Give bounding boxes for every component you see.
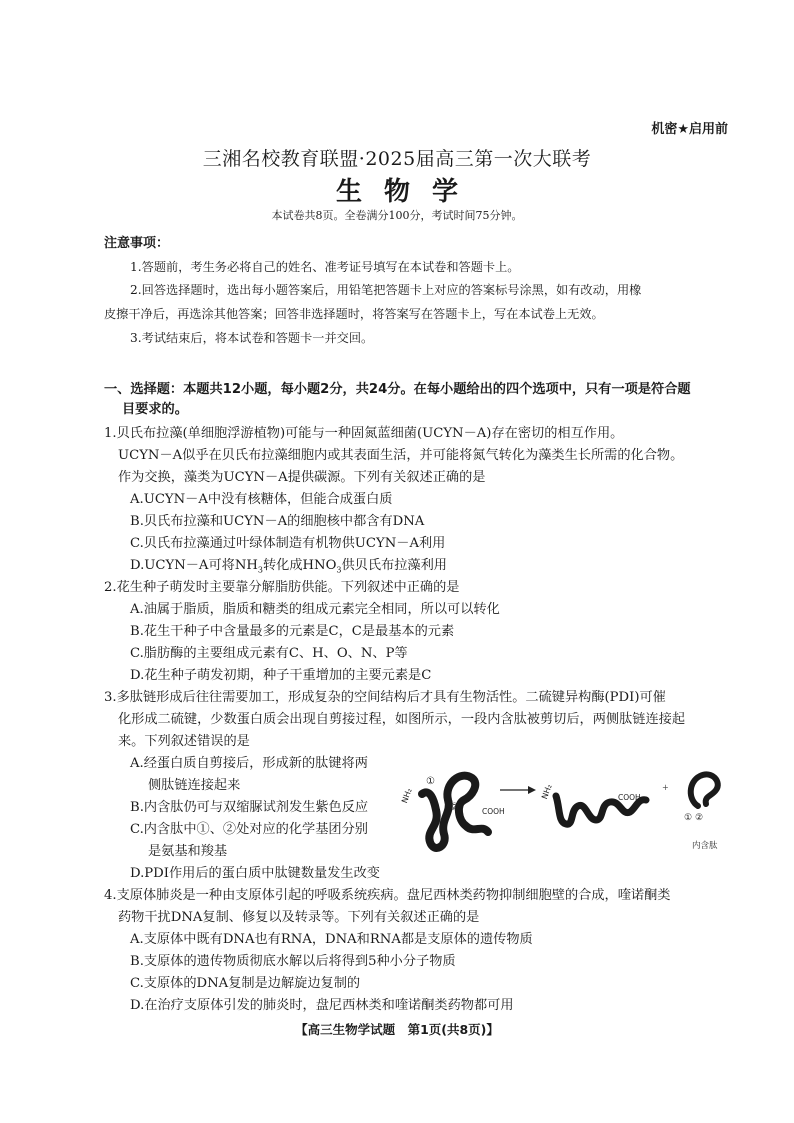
- q4-stem-line-1: 4.支原体肺炎是一种由支原体引起的呼吸系统疾病。盘尼西林类药物抑制细胞壁的合成，喹诺酮类: [104, 888, 671, 903]
- q1-stem-line-1: 1.贝氏布拉藻(单细胞浮游植物)可能与一种固氮蓝细菌(UCYN－A)存在密切的相互作用。: [104, 426, 624, 441]
- plus-sign: +: [662, 783, 669, 792]
- q3-stem-line-3: 来。下列叙述错误的是: [118, 734, 250, 749]
- section-heading-line-2: 目要求的。: [122, 402, 188, 417]
- exam-info: 本试卷共8页。全卷满分100分，考试时间75分钟。: [271, 209, 523, 222]
- intein-label: 内含肽: [692, 841, 718, 851]
- nh2-label-left: NH₂: [400, 787, 414, 805]
- mark-1-left: ①: [426, 776, 435, 787]
- q3-stem-line-1: 3.多肽链形成后往往需要加工，形成复杂的空间结构后才具有生物活性。二硫键异构酶(PDI)可催: [104, 690, 666, 705]
- q1-option-c: C.贝氏布拉藻通过叶绿体制造有机物供UCYN－A利用: [130, 536, 446, 551]
- cooh-label-left: COOH: [482, 807, 505, 816]
- protein-splicing-figure: [400, 760, 760, 870]
- cooh-label-right: COOH: [618, 793, 641, 802]
- q1-option-a: A.UCYN－A中没有核糖体，但能合成蛋白质: [130, 492, 393, 507]
- confidential-mark: 机密★启用前: [651, 122, 728, 137]
- q4-stem-line-2: 药物干扰DNA复制、修复以及转录等。下列有关叙述正确的是: [118, 910, 480, 925]
- q4-option-b: B.支原体的遗传物质彻底水解以后将得到5种小分子物质: [130, 954, 456, 969]
- q3-option-c-line-2: 是氨基和羧基: [148, 844, 228, 859]
- section-heading-line-1: 一、选择题：本题共12小题，每小题2分，共24分。在每小题给出的四个选项中，只有一项是符合题: [104, 382, 691, 397]
- notice-item-1: 1.答题前，考生务必将自己的姓名、准考证号填写在本试卷和答题卡上。: [130, 260, 520, 274]
- mark-2-intein: ②: [695, 813, 704, 823]
- q1-stem-line-2: UCYN－A似乎在贝氏布拉藻细胞内或其表面生活，并可能将氮气转化为藻类生长所需的化合物。: [118, 448, 684, 463]
- notice-item-3: 3.考试结束后，将本试卷和答题卡一并交回。: [130, 331, 374, 345]
- q3-option-b: B.内含肽仍可与双缩脲试剂发生紫色反应: [130, 800, 369, 815]
- mark-1-intein: ①: [684, 813, 693, 823]
- q2-option-d: D.花生种子萌发初期，种子干重增加的主要元素是C: [130, 668, 432, 683]
- q3-option-a-line-2: 侧肽链连接起来: [148, 778, 241, 793]
- nh2-label-right: NH₂: [540, 783, 554, 801]
- q3-option-d: D.PDI作用后的蛋白质中肽键数量发生改变: [130, 866, 380, 881]
- notice-heading: 注意事项：: [104, 236, 170, 251]
- subject-title: 生物学: [335, 177, 480, 207]
- arrow-head-icon: [528, 786, 536, 794]
- q3-option-a-line-1: A.经蛋白质自剪接后，形成新的肽键将两: [130, 756, 368, 771]
- mark-2-left: ②: [450, 802, 459, 813]
- q4-option-a: A.支原体中既有DNA也有RNA，DNA和RNA都是支原体的遗传物质: [130, 932, 533, 947]
- page-footer: 【高三生物学试题 第1页(共8页)】: [295, 1022, 499, 1037]
- q2-option-a: A.油属于脂质，脂质和糖类的组成元素完全相同，所以可以转化: [130, 602, 500, 617]
- notice-item-2-line-2: 皮擦干净后，再选涂其他答案；回答非选择题时，将答案写在答题卡上，写在本试卷上无效。: [104, 307, 604, 321]
- q1-option-b: B.贝氏布拉藻和UCYN－A的细胞核中都含有DNA: [130, 514, 425, 529]
- q2-option-c: C.脂肪酶的主要组成元素有C、H、O、N、P等: [130, 646, 408, 661]
- q4-option-d: D.在治疗支原体引发的肺炎时，盘尼西林类和喹诺酮类药物都可用: [130, 998, 514, 1013]
- q4-option-c: C.支原体的DNA复制是边解旋边复制的: [130, 976, 361, 991]
- q2-stem: 2.花生种子萌发时主要靠分解脂肪供能。下列叙述中正确的是: [104, 580, 460, 595]
- exam-title: 三湘名校教育联盟·2025届高三第一次大联考: [202, 148, 592, 170]
- notice-item-2-line-1: 2.回答选择题时，选出每小题答案后，用铅笔把答题卡上对应的答案标号涂黑，如有改动，用橡: [130, 283, 642, 297]
- q3-stem-line-2: 化形成二硫键，少数蛋白质会出现自剪接过程，如图所示，一段内含肽被剪切后，两侧肽链连接起: [118, 712, 686, 727]
- q1-stem-line-3: 作为交换，藻类为UCYN－A提供碳源。下列有关叙述正确的是: [118, 470, 486, 485]
- q2-option-b: B.花生干种子中含量最多的元素是C，C是最基本的元素: [130, 624, 455, 639]
- q1-option-d: D.UCYN－A可将$NH_3$转化成$HNO_3$供贝氏布拉藻利用: [130, 558, 447, 575]
- intein-chain: [691, 774, 718, 806]
- q3-option-c-line-1: C.内含肽中①、②处对应的化学基团分别: [130, 822, 368, 837]
